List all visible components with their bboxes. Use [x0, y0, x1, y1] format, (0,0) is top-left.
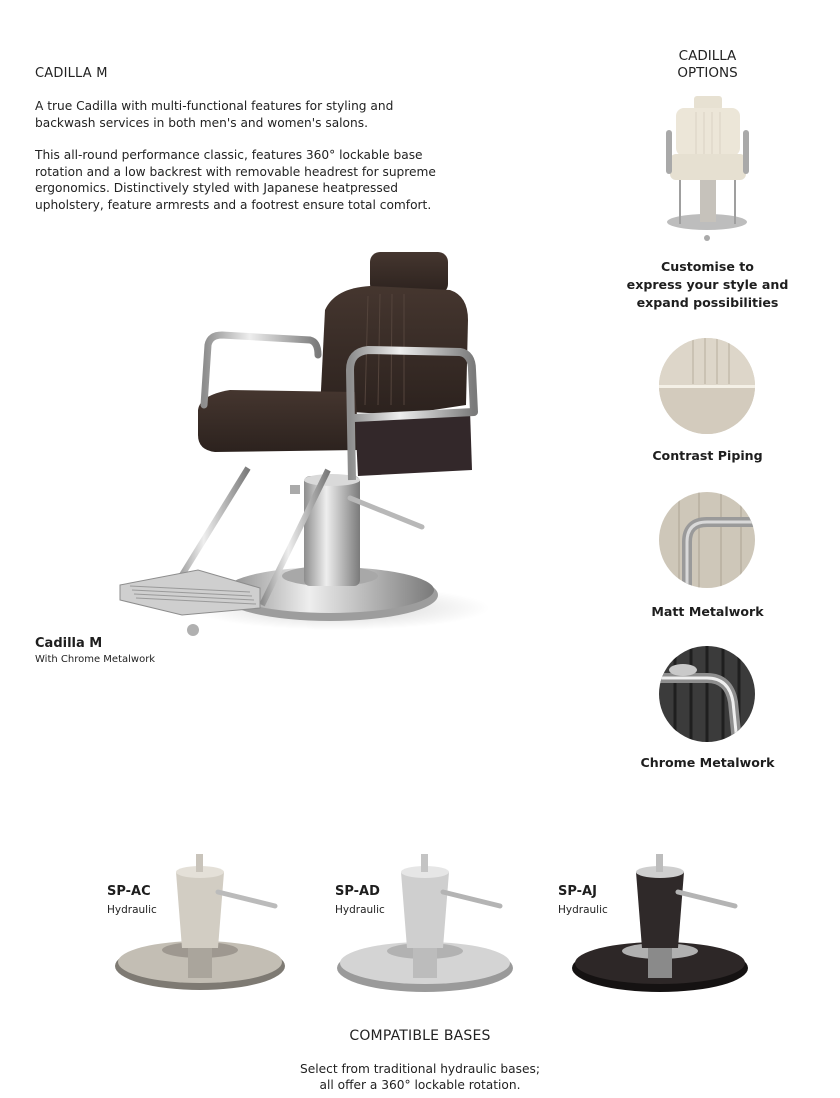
compatible-bases-description — [0, 1061, 840, 1093]
tagline-line-2: express your style and — [626, 277, 789, 292]
base-sp-ad-code: SP-AD — [335, 884, 380, 899]
intro-paragraph: A true Cadilla with multi-functional features for styling and backwash services in both men's and women's salons. — [35, 99, 394, 130]
base-sp-aj-image — [570, 848, 750, 998]
base-sp-ac-type: Hydraulic — [107, 904, 157, 916]
matt-metalwork-label: Matt Metalwork — [651, 604, 764, 619]
tagline-line-1: Customise to — [661, 259, 754, 274]
options-tagline — [620, 258, 795, 312]
cream-chair-image — [660, 92, 755, 247]
bases-description-line-1: Select from traditional hydraulic bases; — [300, 1062, 540, 1076]
contrast-piping-label: Contrast Piping — [652, 448, 763, 463]
compatible-bases-heading: COMPATIBLE BASES — [349, 1028, 491, 1044]
main-product-name: Cadilla M — [35, 636, 103, 651]
features-paragraph: This all-round performance classic, features 360° lockable base rotation and a low backrest with removable headrest for supreme ergonomics. Distinctively styled with Japanese heatpressed upholstery, feature armrests and a footrest ensure total comfort. — [35, 148, 436, 212]
base-sp-ac-image — [110, 848, 290, 998]
bases-description-line-2: all offer a 360° lockable rotation. — [319, 1078, 521, 1092]
contrast-piping-swatch — [659, 338, 755, 434]
base-sp-ad-image — [335, 848, 515, 998]
options-heading-line-2: OPTIONS — [677, 64, 738, 81]
options-heading-line-1: CADILLA — [678, 48, 737, 64]
base-sp-ac-code: SP-AC — [107, 884, 151, 899]
base-sp-ad-type: Hydraulic — [335, 904, 385, 916]
base-sp-aj-type: Hydraulic — [558, 904, 608, 916]
matt-metalwork-swatch — [659, 492, 755, 588]
chrome-metalwork-label: Chrome Metalwork — [640, 755, 775, 770]
chrome-metalwork-swatch — [659, 646, 755, 742]
base-sp-aj-code: SP-AJ — [558, 884, 597, 899]
product-heading: CADILLA M — [35, 66, 108, 81]
options-heading — [635, 48, 780, 81]
main-chair-image — [110, 240, 490, 640]
tagline-line-3: expand possibilities — [636, 295, 779, 310]
main-product-subtitle: With Chrome Metalwork — [35, 654, 156, 665]
